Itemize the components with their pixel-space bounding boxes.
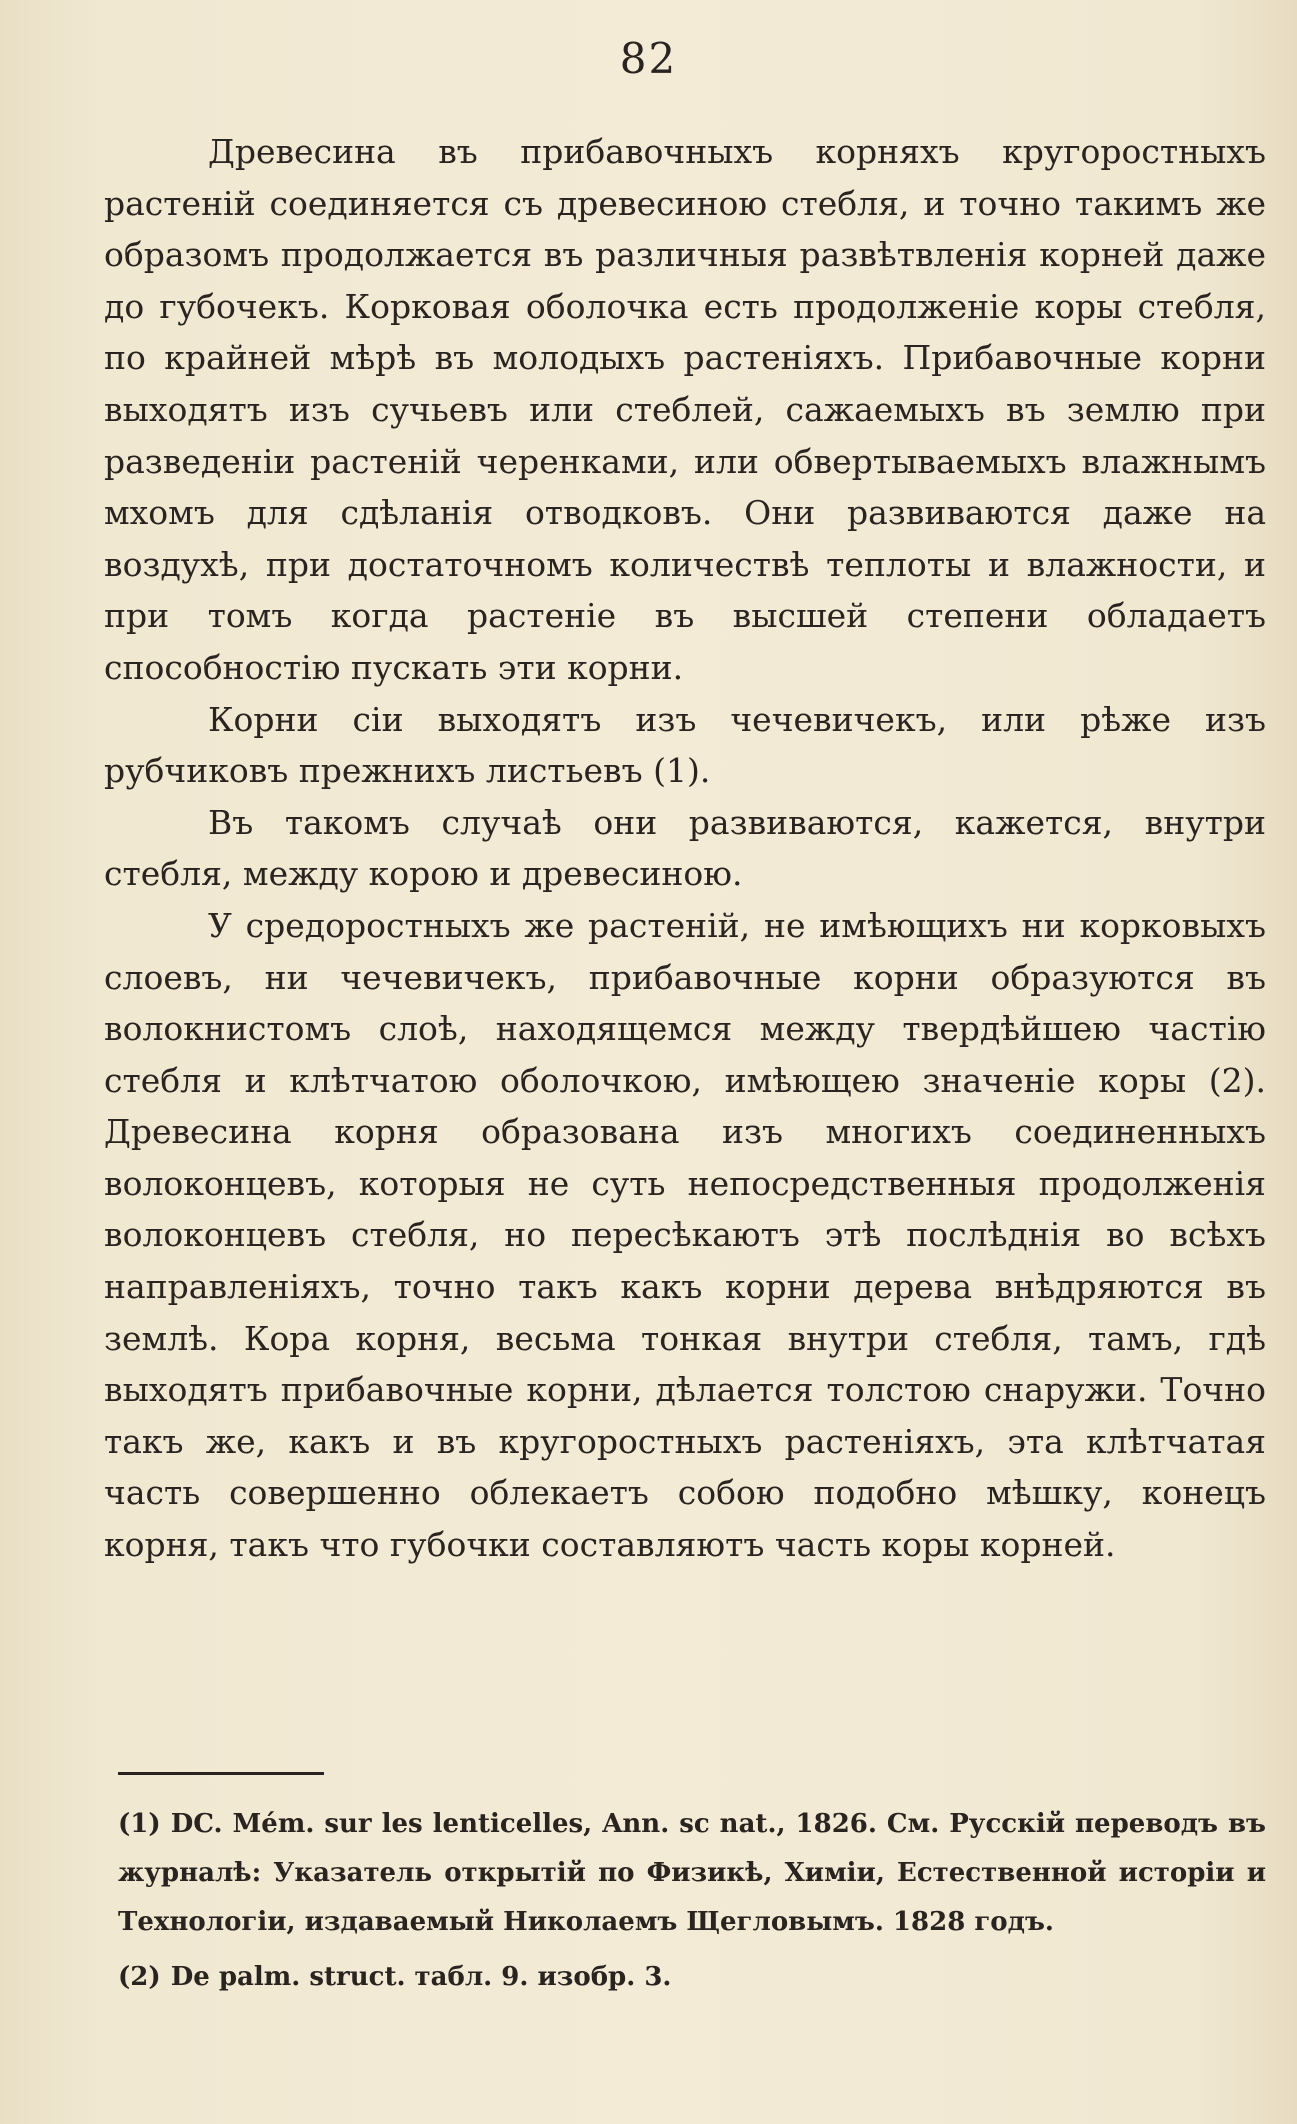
paragraph: Корни сiи выходятъ изъ чечевичекъ, или рѣже изъ рубчиковъ прежнихъ листьевъ (1). bbox=[104, 699, 1266, 791]
footnote-2 bbox=[118, 1953, 1266, 2002]
footnote-divider bbox=[118, 1772, 324, 1775]
paragraph: Въ такомъ случаѣ они развиваются, кажется, внутри стебля, между корою и древесиною. bbox=[104, 802, 1266, 894]
paragraph: Древесина въ прибавочныхъ корняхъ кругоростныхъ растенiй соединяется съ древесиною стебля, и точно такимъ же образомъ продолжается въ различныя развѣтвленiя корней даже до губочекъ. Корковая оболочка есть продолженiе коры стебля, по крайней мѣрѣ въ молодыхъ растенiяхъ. Прибавочные корни выходятъ изъ сучьевъ или стеблей, сажаемыхъ въ землю при разведенiи растенiй черенками, или обвертываемыхъ влажнымъ мхомъ для сдѣланiя отводковъ. Они развиваются даже на воздухѣ, при достаточномъ количествѣ теплоты и влажности, и при томъ когда растенiе въ высшей степени обладаетъ способностiю пускать эти корни. bbox=[104, 132, 1266, 687]
page-number: 82 bbox=[619, 34, 678, 83]
footnote-text: DC. Mém. sur les lenticelles, Ann. sc nat., 1826. См. Русскiй переводъ въ журналѣ: Указатель открытiй по Физикѣ, Химiи, Естественной исторiи и Технологiи, издаваемый Николаемъ Щегловымъ. 1828 годъ. bbox=[118, 1809, 1266, 1937]
footnote-text: De palm. struct. табл. 9. изобр. 3. bbox=[170, 1962, 672, 1992]
footnotes bbox=[118, 1800, 1266, 2008]
footnote-mark: (2) bbox=[118, 1962, 161, 1992]
footnote-mark: (1) bbox=[118, 1809, 161, 1839]
paragraph: У средоростныхъ же растенiй, не имѣющихъ ни корковыхъ слоевъ, ни чечевичекъ, прибавочные корни образуются въ волокнистомъ слоѣ, находящемся между твердѣйшею частiю стебля и клѣтчатою оболочкою, имѣющею значенiе коры (2). Древесина корня образована изъ многихъ соединенныхъ волоконцевъ, которыя не суть непосредственныя продолженiя волоконцевъ стебля, но пересѣкаютъ этѣ послѣднiя во всѣхъ направленiяхъ, точно такъ какъ корни дерева внѣдряются въ землѣ. Кора корня, весьма тонкая внутри стебля, тамъ, гдѣ выходятъ прибавочные корни, дѣлается толстою снаружи. Точно такъ же, какъ и въ кругоростныхъ растенiяхъ, эта клѣтчатая часть совершенно облекаетъ собою подобно мѣшку, конецъ корня, такъ что губочки составляютъ часть коры корней. bbox=[104, 905, 1266, 1565]
main-text bbox=[104, 126, 1266, 1571]
footnote-1 bbox=[118, 1800, 1266, 1947]
